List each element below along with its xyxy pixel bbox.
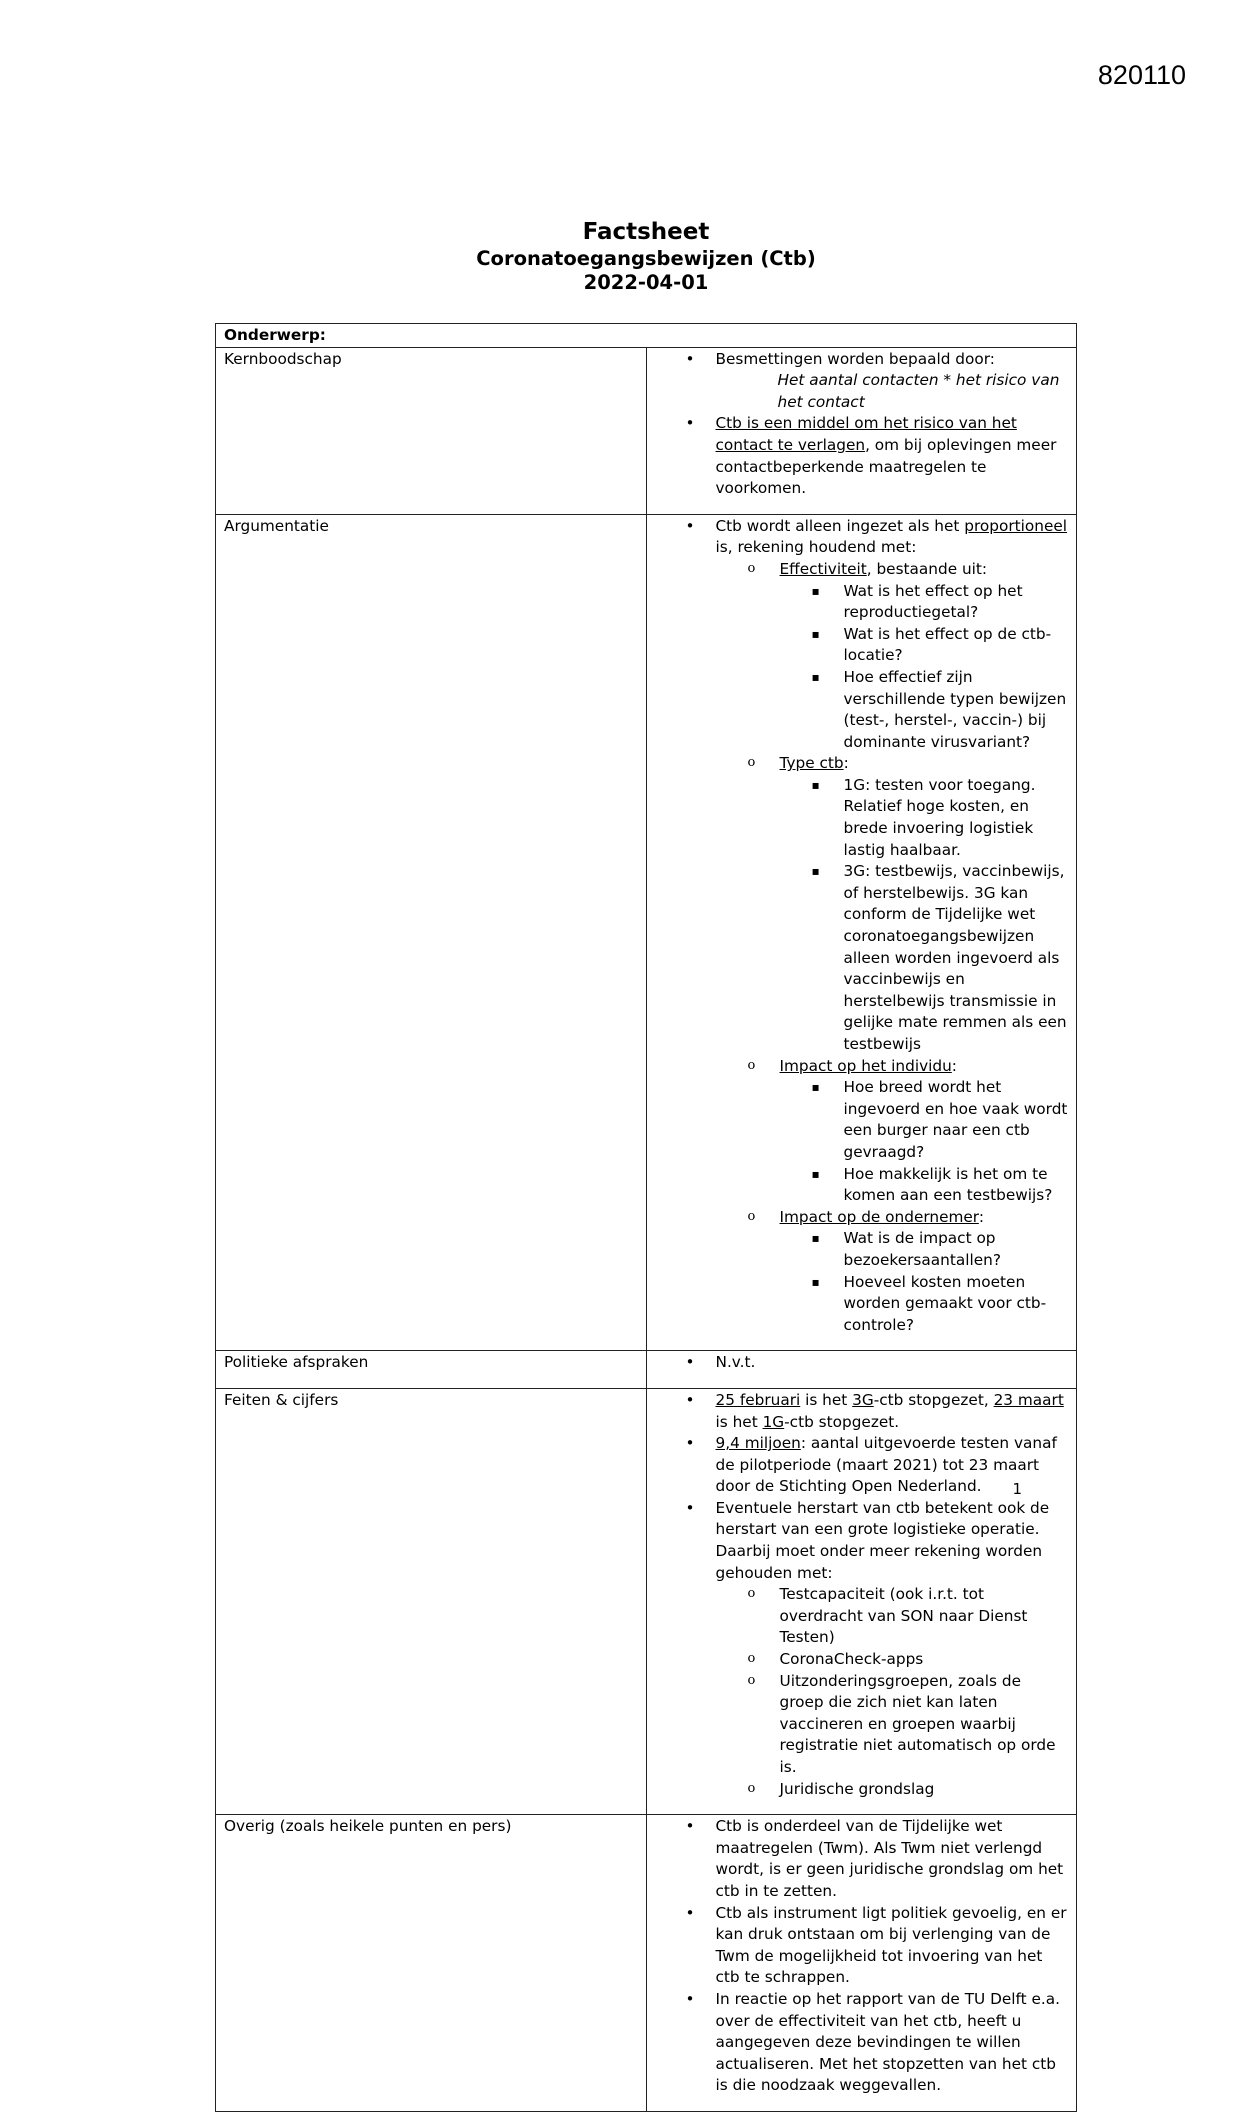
text-run: -ctb stopgezet, bbox=[873, 1390, 994, 1409]
bullet-list bbox=[655, 516, 1069, 1337]
formula-text: Het aantal contacten * het risico van het contact bbox=[777, 371, 1060, 411]
bullet-list bbox=[655, 1352, 1069, 1374]
row-label: Argumentatie bbox=[216, 514, 647, 1351]
underlined-text: 1G bbox=[762, 1412, 785, 1431]
underlined-text: proportioneel bbox=[964, 516, 1068, 535]
underlined-text: Effectiviteit bbox=[779, 559, 867, 578]
text-run: : bbox=[951, 1056, 957, 1075]
sub-item bbox=[780, 1649, 1069, 1671]
row-label: Overig (zoals heikele punten en pers) bbox=[216, 1815, 647, 2112]
bullet-item bbox=[716, 1989, 1069, 2097]
title-block bbox=[215, 218, 1077, 295]
table-header-row bbox=[216, 324, 1077, 348]
underlined-text: 23 maart bbox=[993, 1390, 1064, 1409]
row-content bbox=[646, 514, 1077, 1351]
row-content bbox=[646, 347, 1077, 514]
text-run: Besmettingen worden bepaald door: bbox=[715, 349, 995, 368]
bullet-item bbox=[716, 413, 1069, 499]
text-run: is het bbox=[715, 1412, 763, 1431]
underlined-text: Ctb is een middel om het risico van het contact te verlagen bbox=[715, 414, 1017, 454]
text-run: Ctb als instrument ligt politiek gevoelig, en er kan druk ontstaan om bij verlenging van de Twm de mogelijkheid tot invoering van het ctb te schrappen. bbox=[715, 1903, 1067, 1987]
table-row bbox=[216, 1388, 1077, 1814]
page-title: Factsheet bbox=[582, 219, 710, 245]
sub-item bbox=[780, 1056, 1069, 1207]
page-number: 1 bbox=[1012, 1480, 1022, 1498]
sub-list bbox=[716, 1584, 1069, 1800]
bullet-item bbox=[716, 1498, 1069, 1800]
bullet-item bbox=[716, 1903, 1069, 1989]
underlined-text: 9,4 miljoen bbox=[715, 1434, 801, 1453]
row-content bbox=[646, 1388, 1077, 1814]
row-content bbox=[646, 1351, 1077, 1389]
text-run: is het bbox=[800, 1390, 853, 1409]
bullet-item bbox=[716, 1352, 1069, 1374]
sub-list bbox=[716, 559, 1069, 1336]
underlined-text: Type ctb bbox=[779, 754, 844, 773]
sub-item bbox=[780, 1779, 1069, 1801]
text-run: , bestaande uit: bbox=[866, 559, 988, 578]
text-run: In reactie op het rapport van de TU Delft e.a. over de effectiviteit van het ctb, heeft u aangegeven deze bevindingen te willen actualiseren. Met het stopzetten van het ctb is die noodzaak weggevallen. bbox=[715, 1989, 1061, 2095]
detail-item: ▪ Hoe breed wordt het ingevoerd en hoe vaak wordt een burger naar een ctb gevraagd? bbox=[844, 1077, 1069, 1163]
factsheet-table bbox=[215, 323, 1077, 2112]
text-run: CoronaCheck-apps bbox=[779, 1650, 924, 1669]
row-label: Kernboodschap bbox=[216, 347, 647, 514]
detail-item: ▪ Wat is het effect op de ctb-locatie? bbox=[844, 624, 1069, 667]
row-content bbox=[646, 1815, 1077, 2112]
text-run: Eventuele herstart van ctb betekent ook de herstart van een grote logistieke operatie. Daarbij moet onder meer rekening worden gehouden met: bbox=[715, 1498, 1050, 1582]
page-subtitle: Coronatoegangsbewijzen (Ctb) bbox=[476, 247, 816, 270]
text-run: Ctb wordt alleen ingezet als het bbox=[715, 516, 965, 535]
text-run: Ctb is onderdeel van de Tijdelijke wet maatregelen (Twm). Als Twm niet verlengd wordt, is er geen juridische grondslag om het ctb in te zetten. bbox=[715, 1817, 1064, 1900]
text-run: -ctb stopgezet. bbox=[784, 1412, 900, 1431]
text-run: Uitzonderingsgroepen, zoals de groep die zich niet kan laten vaccineren en groepen waarbij registratie niet automatisch op orde is. bbox=[779, 1671, 1056, 1776]
bullet-item bbox=[716, 1390, 1069, 1433]
text-run: Testcapaciteit (ook i.r.t. tot overdracht van SON naar Dienst Testen) bbox=[779, 1585, 1028, 1647]
detail-list bbox=[780, 581, 1069, 754]
sub-item bbox=[780, 1584, 1069, 1649]
detail-list bbox=[780, 1228, 1069, 1336]
detail-item: ▪ Hoe makkelijk is het om te komen aan een testbewijs? bbox=[844, 1164, 1069, 1207]
underlined-text: 25 februari bbox=[715, 1390, 801, 1409]
detail-item: ▪ Wat is het effect op het reproductiegetal? bbox=[844, 581, 1069, 624]
text-run: , om bij oplevingen meer contactbeperkende maatregelen te voorkomen. bbox=[715, 435, 1057, 498]
table-row bbox=[216, 1815, 1077, 2112]
underlined-text: Impact op het individu bbox=[779, 1056, 952, 1075]
text-run: : bbox=[978, 1207, 984, 1226]
text-run: N.v.t. bbox=[715, 1353, 756, 1372]
table-row bbox=[216, 347, 1077, 514]
row-label: Feiten & cijfers bbox=[216, 1388, 647, 1814]
bullet-list bbox=[655, 1816, 1069, 2097]
detail-item: ▪ 1G: testen voor toegang. Relatief hoge kosten, en brede invoering logistiek lastig haalbaar. bbox=[844, 775, 1069, 861]
underlined-text: 3G bbox=[852, 1390, 874, 1409]
document-id: 820110 bbox=[1097, 60, 1186, 90]
bullet-item bbox=[716, 1816, 1069, 1902]
sub-item bbox=[780, 1671, 1069, 1779]
text-run: is, rekening houdend met: bbox=[715, 538, 917, 557]
detail-list bbox=[780, 1077, 1069, 1207]
text-run: Juridische grondslag bbox=[779, 1779, 935, 1798]
row-label: Politieke afspraken bbox=[216, 1351, 647, 1389]
detail-item: ▪ Wat is de impact op bezoekersaantallen? bbox=[844, 1228, 1069, 1271]
bullet-item bbox=[716, 516, 1069, 1337]
detail-item: ▪ 3G: testbewijs, vaccinbewijs, of herstelbewijs. 3G kan conform de Tijdelijke wet coronatoegangsbewijzen alleen worden ingevoerd als vaccinbewijs en herstelbewijs transmissie in gelijke mate remmen als een testbewijs bbox=[844, 861, 1069, 1055]
text-run: : bbox=[843, 754, 849, 773]
table-header: Onderwerp: bbox=[216, 324, 1077, 348]
sub-item bbox=[780, 1207, 1069, 1337]
detail-item: ▪ Hoeveel kosten moeten worden gemaakt voor ctb-controle? bbox=[844, 1272, 1069, 1337]
text-run: : aantal uitgevoerde testen vanaf de pilotperiode (maart 2021) tot 23 maart door de Stichting Open Nederland. bbox=[715, 1434, 1057, 1496]
bullet-list bbox=[655, 349, 1069, 500]
underlined-text: Impact op de ondernemer bbox=[779, 1207, 979, 1226]
document-date: 2022-04-01 bbox=[583, 271, 709, 294]
detail-item: ▪ Hoe effectief zijn verschillende typen bewijzen (test-, herstel-, vaccin-) bij dominante virusvariant? bbox=[844, 667, 1069, 753]
bullet-item bbox=[716, 349, 1069, 414]
sub-item bbox=[780, 753, 1069, 1055]
detail-list bbox=[780, 775, 1069, 1056]
sub-item bbox=[780, 559, 1069, 753]
bullet-list bbox=[655, 1390, 1069, 1800]
table-row bbox=[216, 514, 1077, 1351]
table-row bbox=[216, 1351, 1077, 1389]
